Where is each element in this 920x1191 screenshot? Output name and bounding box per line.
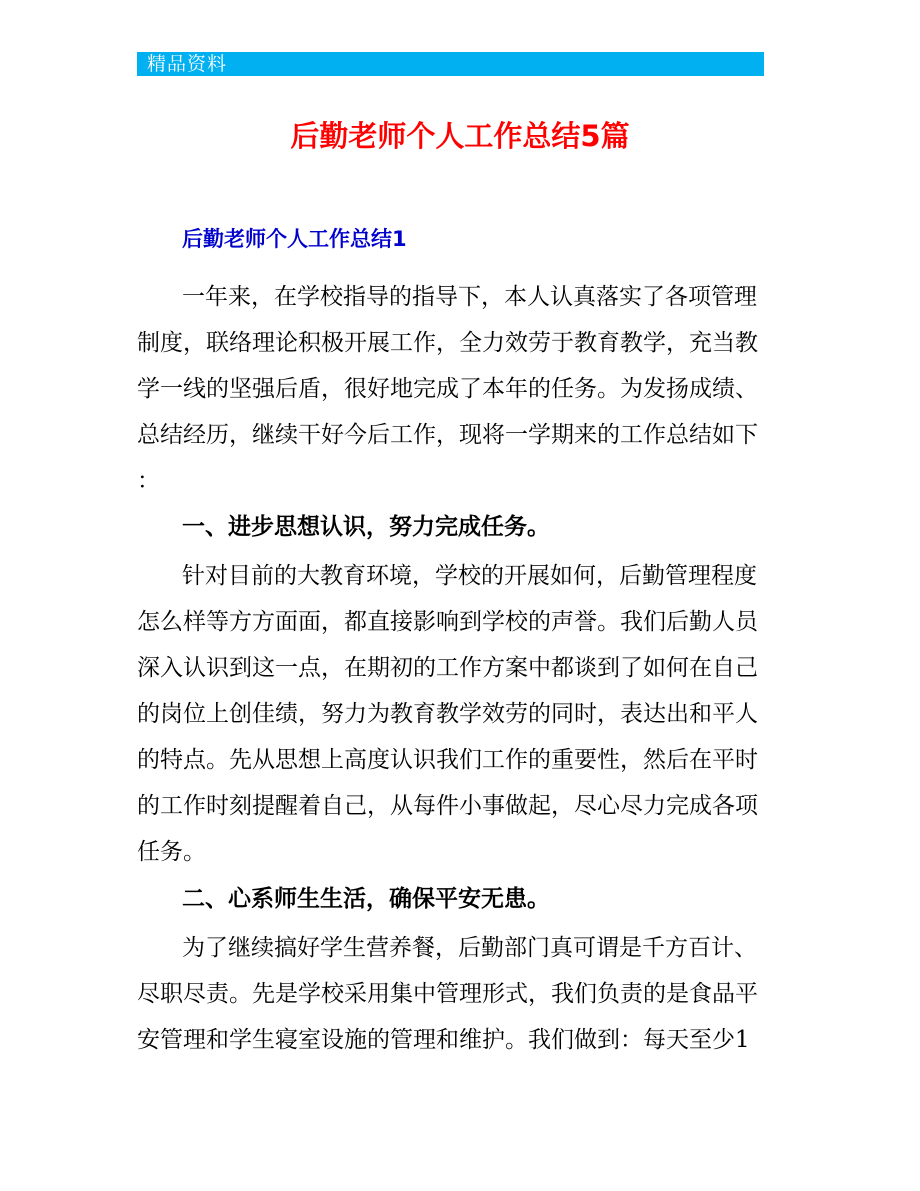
paragraph-line: ：	[137, 468, 160, 494]
paragraph-line: 怎么样等方方面面，都直接影响到学校的声誉。我们后勤人员	[137, 609, 758, 635]
paragraph-line: 一年来，在学校指导的指导下，本人认真落实了各项管理	[182, 284, 757, 310]
paragraph-line: 针对目前的大教育环境，学校的开展如何，后勤管理程度	[182, 563, 757, 589]
document-title: 后勤老师个人工作总结5篇	[290, 119, 630, 153]
paragraph-line: 安管理和学生寝室设施的管理和维护。我们做到：每天至少1	[137, 1027, 750, 1053]
paragraph-line: 尽职尽责。先是学校采用集中管理形式，我们负责的是食品平	[137, 981, 758, 1007]
paragraph-line: 的特点。先从思想上高度认识我们工作的重要性，然后在平时	[137, 747, 758, 773]
paragraph-line: 深入认识到这一点，在期初的工作方案中都谈到了如何在自己	[137, 655, 758, 681]
header-label: 精品资料	[147, 53, 228, 75]
paragraph-line: 制度，联络理论积极开展工作，全力效劳于教育教学，充当教	[137, 330, 758, 356]
paragraph-line: 学一线的坚强后盾，很好地完成了本年的任务。为发扬成绩、	[137, 376, 758, 402]
paragraph-line: 为了继续搞好学生营养餐，后勤部门真可谓是千方百计、	[182, 935, 757, 961]
point-heading: 二、心系师生生活，确保平安无患。	[182, 885, 550, 912]
paragraph-line: 总结经历，继续干好今后工作，现将一学期来的工作总结如下	[137, 422, 758, 448]
section-heading: 后勤老师个人工作总结1	[182, 227, 407, 251]
header-banner	[137, 52, 764, 76]
point-heading: 一、进步思想认识，努力完成任务。	[182, 513, 550, 540]
paragraph-line: 任务。	[137, 839, 206, 865]
paragraph-line: 的岗位上创佳绩，努力为教育教学效劳的同时，表达出和平人	[137, 701, 758, 727]
paragraph-line: 的工作时刻提醒着自己，从每件小事做起，尽心尽力完成各项	[137, 793, 758, 819]
